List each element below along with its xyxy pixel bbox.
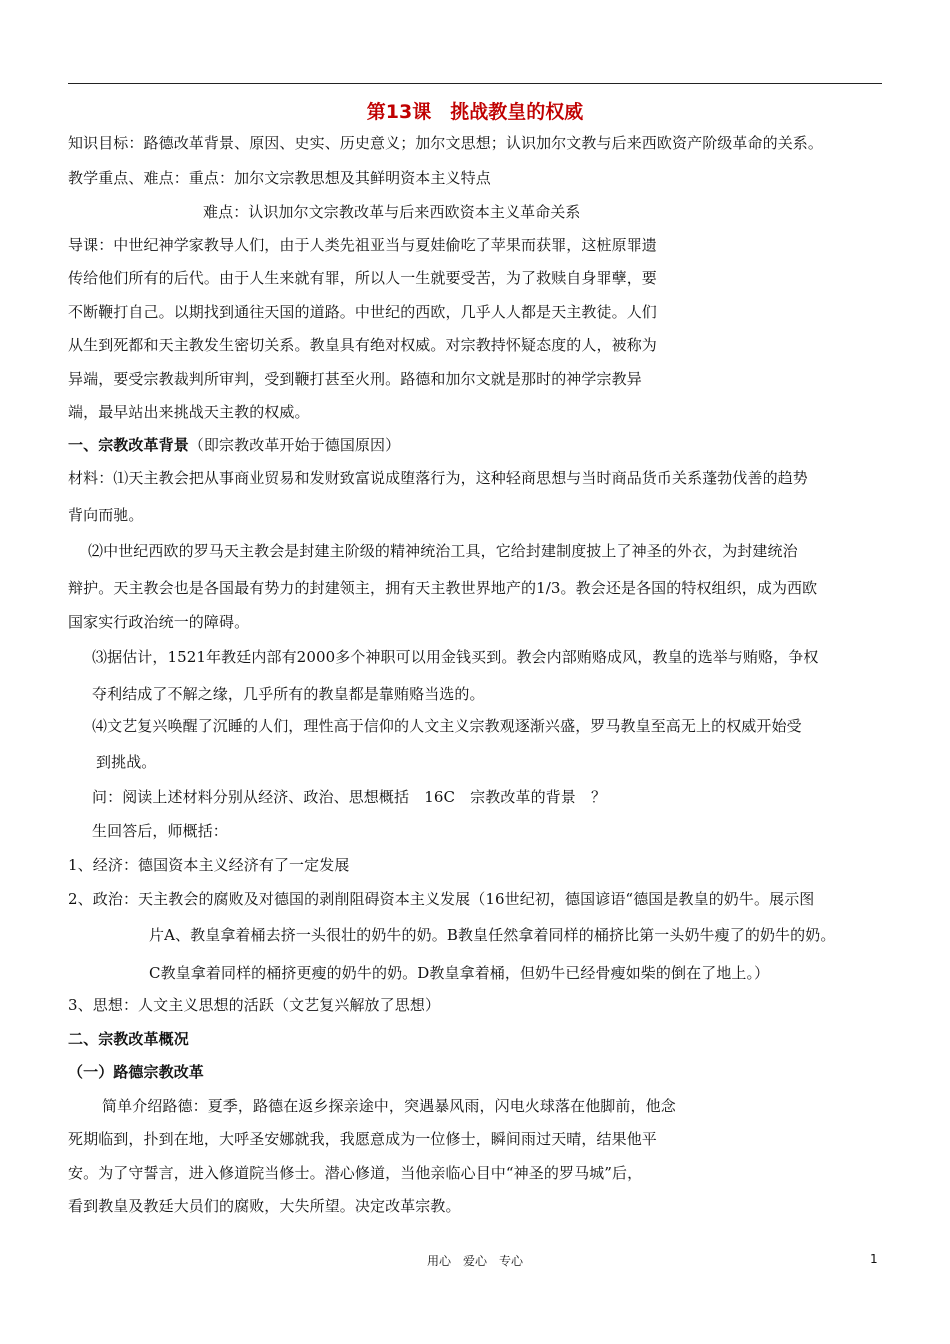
material-4: ⑷文艺复兴唤醒了沉睡的人们，理性高于信仰的人文主义宗教观逐渐兴盛，罗马教皇至高无上的权威开始受 (92, 717, 802, 735)
section-two-heading: 二、宗教改革概况 (68, 1030, 189, 1048)
section-one-heading (68, 435, 400, 455)
page-number: 1 (870, 1252, 878, 1266)
material-1-cont: 背向而驰。 (68, 506, 144, 524)
intro-paragraph-line: 异端，要受宗教裁判所审判，受到鞭打甚至火刑。路德和加尔文就是那时的神学宗教异 (68, 370, 642, 388)
intro-paragraph-line: 导课：中世纪神学家教导人们，由于人类先祖亚当与夏娃偷吃了苹果而获罪，这桩原罪遗 (68, 236, 657, 254)
lesson-title: 第13课 挑战教皇的权威 (366, 101, 584, 123)
point-politics-cont: 片A、教皇拿着桶去挤一头很壮的奶牛的奶。B教皇任然拿着同样的桶挤比第一头奶牛瘦了的奶牛的奶。 (149, 926, 836, 944)
question: 问：阅读上述材料分别从经济、政治、思想概括 16C 宗教改革的背景 ？ (92, 788, 607, 806)
subsection-luther-heading: （一）路德宗教改革 (68, 1063, 204, 1081)
point-economy: 1、经济：德国资本主义经济有了一定发展 (68, 856, 350, 874)
material-3: ⑶据估计，1521年教廷内部有2000多个神职可以用金钱买到。教会内部贿赂成风，教皇的选举与贿赂，争权 (92, 648, 819, 666)
luther-paragraph-line: 死期临到，扑到在地，大呼圣安娜就我，我愿意成为一位修士，瞬间雨过天晴，结果他平 (68, 1130, 657, 1148)
intro-paragraph-line: 不断鞭打自己。以期找到通往天国的道路。中世纪的西欧，几乎人人都是天主教徒。人们 (68, 303, 657, 321)
material-2: ⑵中世纪西欧的罗马天主教会是封建主阶级的精神统治工具，它给封建制度披上了神圣的外衣，为封建统治 (88, 542, 798, 560)
header-rule (68, 83, 882, 84)
luther-paragraph-line: 安。为了守誓言，进入修道院当修士。潜心修道，当他亲临心目中“神圣的罗马城”后， (68, 1164, 643, 1182)
material-2-cont: 辩护。天主教会也是各国最有势力的封建领主，拥有天主教世界地产的1/3。教会还是各国的特权组织，成为西欧 (68, 579, 818, 597)
luther-paragraph-line: 看到教皇及教廷大员们的腐败，大失所望。决定改革宗教。 (68, 1197, 461, 1215)
luther-paragraph-line: 简单介绍路德：夏季，路德在返乡探亲途中，突遇暴风雨，闪电火球落在他脚前，他念 (102, 1097, 676, 1115)
intro-paragraph-line: 传给他们所有的后代。由于人生来就有罪，所以人一生就要受苦，为了救赎自身罪孽，要 (68, 269, 657, 287)
key-points: 教学重点、难点：重点：加尔文宗教思想及其鲜明资本主义特点 (68, 169, 491, 187)
section-one-note: （即宗教改革开始于德国原因） (188, 436, 401, 454)
difficult-points: 难点：认识加尔文宗教改革与后来西欧资本主义革命关系 (203, 203, 581, 221)
point-politics-cont: C教皇拿着同样的桶挤更瘦的奶牛的奶。D教皇拿着桶，但奶牛已经骨瘦如柴的倒在了地上。） (149, 964, 770, 982)
material-1: 材料：⑴天主教会把从事商业贸易和发财致富说成堕落行为，这种轻商思想与当时商品货币关系蓬勃伐善的趋势 (68, 469, 808, 487)
point-politics: 2、政治：天主教会的腐败及对德国的剥削阻碍资本主义发展（16世纪初，德国谚语“德国是教皇的奶牛。展示图 (68, 890, 815, 908)
teacher-summary: 生回答后，师概括： (92, 822, 228, 840)
intro-paragraph-line: 从生到死都和天主教发生密切关系。教皇具有绝对权威。对宗教持怀疑态度的人，被称为 (68, 336, 657, 354)
intro-paragraph-line: 端，最早站出来挑战天主教的权威。 (68, 403, 310, 421)
page-footer: 用心 爱心 专心 (426, 1254, 523, 1268)
material-3-cont: 夺利结成了不解之缘，几乎所有的教皇都是靠贿赂当选的。 (92, 685, 485, 703)
material-2-cont: 国家实行政治统一的障碍。 (68, 613, 250, 631)
section-one-title: 一、宗教改革背景 (68, 436, 189, 454)
material-4-cont: 到挑战。 (96, 753, 157, 771)
point-thought: 3、思想：人文主义思想的活跃（文艺复兴解放了思想） (68, 996, 441, 1014)
knowledge-goals: 知识目标：路德改革背景、原因、史实、历史意义；加尔文思想；认识加尔文教与后来西欧资产阶级革命的关系。 (68, 134, 824, 152)
